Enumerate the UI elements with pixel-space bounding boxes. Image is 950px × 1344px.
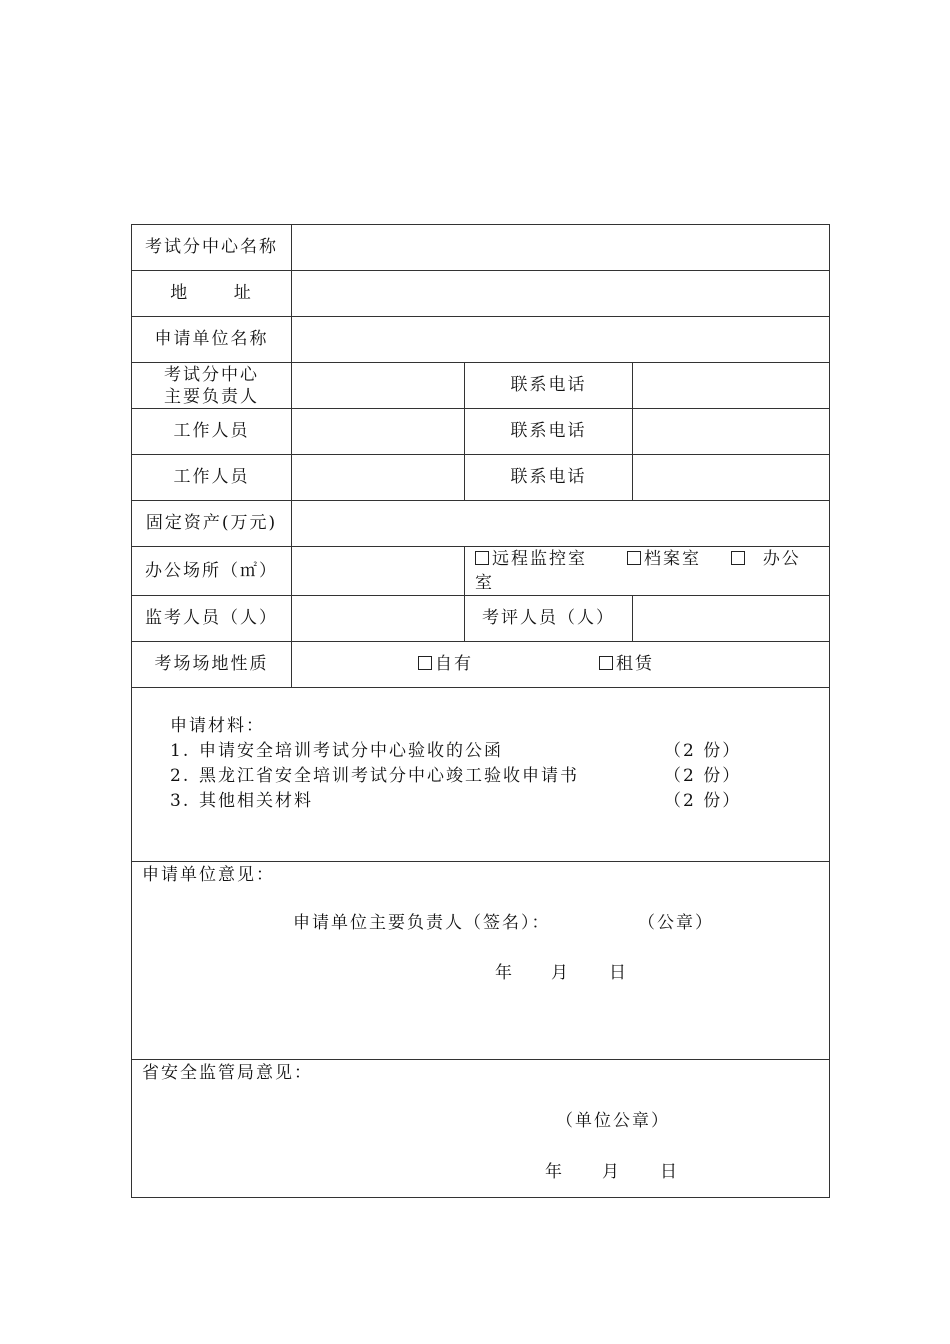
- archive-label: 档案室: [644, 549, 701, 569]
- field-invigilators[interactable]: [292, 596, 465, 642]
- row-office-space: [132, 547, 830, 596]
- bureau-year-label: 年: [545, 1162, 564, 1182]
- applicant-month-label: 月: [551, 963, 570, 983]
- field-contact-phone-2[interactable]: [633, 409, 830, 455]
- checkbox-office[interactable]: [731, 549, 801, 569]
- label-applicant-name: 申请单位名称: [132, 317, 292, 363]
- field-contact-phone-1[interactable]: [633, 363, 830, 409]
- owned-label: 自有: [435, 654, 473, 674]
- material-count: （2 份）: [664, 766, 742, 786]
- checkbox-leased[interactable]: [599, 654, 654, 674]
- applicant-opinion-section[interactable]: [132, 862, 830, 1060]
- field-staff-1[interactable]: [292, 409, 465, 455]
- applicant-signature-label: 申请单位主要负责人（签名）：: [293, 913, 551, 933]
- bureau-opinion-section[interactable]: [132, 1060, 830, 1198]
- checkbox-icon: [599, 656, 613, 670]
- field-center-name[interactable]: [292, 225, 830, 271]
- bureau-seal-label: （单位公章）: [556, 1111, 670, 1131]
- label-examiners: 考评人员（人）: [465, 596, 633, 642]
- office-room-options: [465, 547, 830, 596]
- label-center-head-line1: 考试分中心: [164, 364, 259, 385]
- label-center-head: [132, 363, 292, 409]
- label-office-space: 办公场所（㎡）: [132, 547, 292, 596]
- label-contact-phone-1: 联系电话: [465, 363, 633, 409]
- row-applicant-opinion: [132, 862, 830, 1060]
- material-text: 其他相关材料: [199, 791, 313, 811]
- label-address: [132, 271, 292, 317]
- applicant-opinion-title: 申请单位意见：: [142, 865, 275, 885]
- field-staff-2[interactable]: [292, 455, 465, 501]
- site-nature-options: [292, 642, 830, 688]
- leased-label: 租赁: [616, 654, 654, 674]
- row-applicant-name: [132, 317, 830, 363]
- field-fixed-assets[interactable]: [292, 501, 830, 547]
- office-label-part1: 办公: [762, 549, 801, 569]
- list-item: [170, 764, 829, 789]
- label-contact-phone-2: 联系电话: [465, 409, 633, 455]
- checkbox-remote-monitor[interactable]: [475, 549, 587, 569]
- material-text: 黑龙江省安全培训考试分中心竣工验收申请书: [199, 766, 579, 786]
- office-label-part2: 室: [475, 573, 494, 593]
- checkbox-owned[interactable]: [418, 654, 473, 674]
- material-number: 1.: [170, 741, 191, 761]
- label-center-head-line2: 主要负责人: [164, 386, 259, 407]
- material-number: 2.: [170, 766, 191, 786]
- bureau-month-label: 月: [602, 1162, 621, 1182]
- field-applicant-name[interactable]: [292, 317, 830, 363]
- list-item: [170, 739, 829, 764]
- row-staff-1: [132, 409, 830, 455]
- row-materials: [132, 688, 830, 862]
- label-invigilators: 监考人员（人）: [132, 596, 292, 642]
- checkbox-archive[interactable]: [627, 549, 701, 569]
- material-count: （2 份）: [664, 741, 742, 761]
- row-fixed-assets: [132, 501, 830, 547]
- material-count: （2 份）: [664, 791, 742, 811]
- label-site-nature: 考场场地性质: [132, 642, 292, 688]
- label-contact-phone-3: 联系电话: [465, 455, 633, 501]
- label-center-name: 考试分中心名称: [132, 225, 292, 271]
- label-staff-1: 工作人员: [132, 409, 292, 455]
- field-office-space[interactable]: [292, 547, 465, 596]
- field-examiners[interactable]: [633, 596, 830, 642]
- row-center-head: [132, 363, 830, 409]
- label-fixed-assets: 固定资产(万元): [132, 501, 292, 547]
- label-address-text: 地 址: [170, 283, 253, 303]
- applicant-day-label: 日: [609, 963, 628, 983]
- applicant-year-label: 年: [495, 963, 514, 983]
- materials-title: 申请材料：: [170, 716, 265, 736]
- row-bureau-opinion: [132, 1060, 830, 1198]
- materials-section: [132, 688, 830, 862]
- field-contact-phone-3[interactable]: [633, 455, 830, 501]
- row-address: [132, 271, 830, 317]
- field-center-head[interactable]: [292, 363, 465, 409]
- material-text: 申请安全培训考试分中心验收的公函: [199, 741, 503, 761]
- list-item: [170, 789, 829, 814]
- checkbox-icon: [475, 551, 489, 565]
- acceptance-application-form: [131, 224, 830, 1198]
- checkbox-icon: [418, 656, 432, 670]
- remote-monitor-label: 远程监控室: [492, 549, 587, 569]
- material-number: 3.: [170, 791, 191, 811]
- row-site-nature: [132, 642, 830, 688]
- row-invigilators: [132, 596, 830, 642]
- checkbox-icon: [731, 551, 745, 565]
- checkbox-icon: [627, 551, 641, 565]
- bureau-opinion-title: 省安全监管局意见：: [142, 1063, 313, 1083]
- row-staff-2: [132, 455, 830, 501]
- bureau-day-label: 日: [660, 1162, 679, 1182]
- row-center-name: [132, 225, 830, 271]
- applicant-seal-label: （公章）: [638, 913, 714, 933]
- label-staff-2: 工作人员: [132, 455, 292, 501]
- field-address[interactable]: [292, 271, 830, 317]
